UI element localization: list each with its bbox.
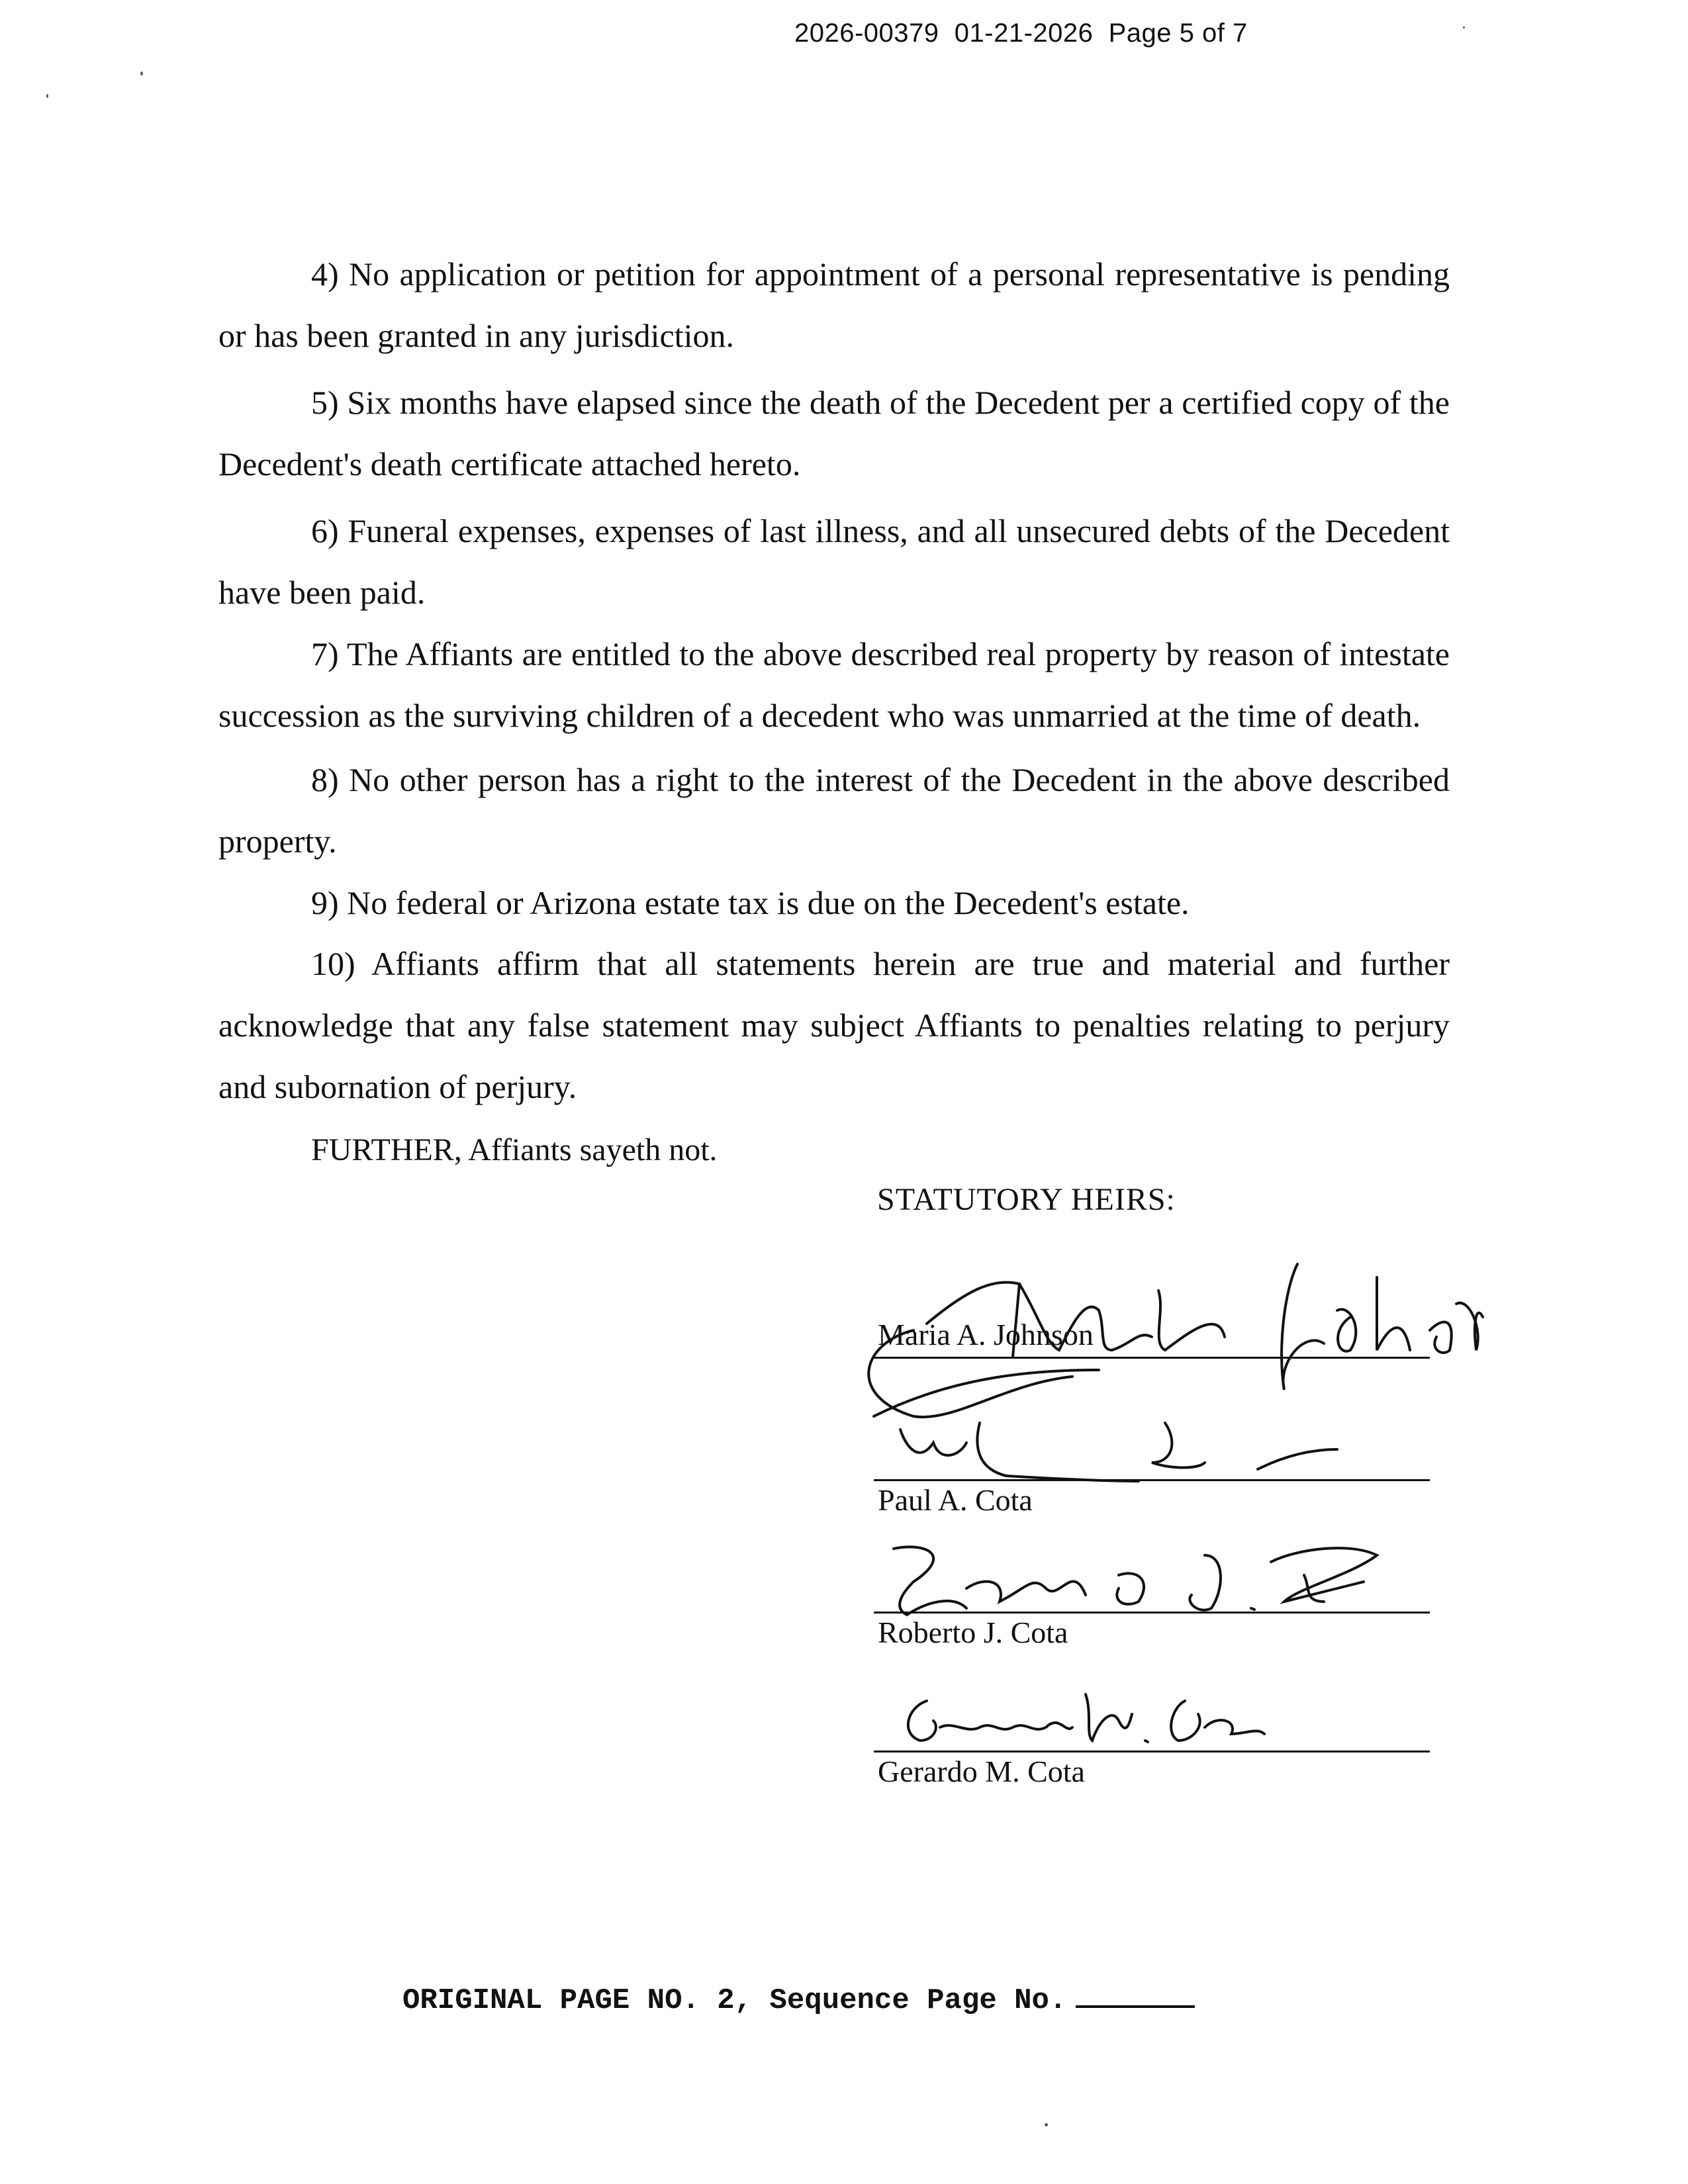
signer-name: Paul A. Cota xyxy=(878,1483,1033,1517)
statutory-heirs-title: STATUTORY HEIRS: xyxy=(877,1182,1176,1217)
scan-speck xyxy=(1045,2123,1048,2126)
signature-line xyxy=(874,1751,1430,1752)
scan-speck xyxy=(46,94,48,98)
signature-block-paul xyxy=(874,1416,1430,1529)
scan-speck xyxy=(140,71,143,75)
further-statement: FURTHER, Affiants sayeth not. xyxy=(311,1132,718,1167)
paragraph-10: 10) Affiants affirm that all statements herein are true and material and further acknowledge that any false statement may subject Affiants to penalties relating to perjury and subornation of perjury. xyxy=(218,945,1450,1105)
paragraph-9: 9) No federal or Arizona estate tax is due on the Decedent's estate. xyxy=(311,884,1190,921)
signature-block-roberto xyxy=(874,1549,1430,1661)
signer-name: Maria A. Johnson xyxy=(878,1318,1094,1351)
document-header: 2026-00379 01-21-2026 Page 5 of 7 xyxy=(794,19,1248,48)
scan-speck xyxy=(1463,26,1465,28)
signer-name: Gerardo M. Cota xyxy=(878,1754,1085,1788)
paragraph-6: 6) Funeral expenses, expenses of last illness, and all unsecured debts of the Decedent have been paid. xyxy=(218,512,1450,611)
paul-signature-icon xyxy=(887,1403,1350,1496)
signature-line xyxy=(874,1612,1430,1614)
signer-name: Roberto J. Cota xyxy=(878,1615,1068,1649)
paragraph-8: 8) No other person has a right to the interest of the Decedent in the above described property. xyxy=(218,761,1450,860)
paragraph-4: 4) No application or petition for appointment of a personal representative is pending or has been granted in any jurisdiction. xyxy=(218,255,1450,354)
signature-block-maria xyxy=(874,1277,1430,1410)
signature-line xyxy=(874,1479,1430,1481)
paragraph-7: 7) The Affiants are entitled to the above described real property by reason of intestate succession as the surviving children of a decedent who was unmarried at the time of death. xyxy=(218,635,1450,734)
gerardo-signature-icon xyxy=(894,1688,1291,1760)
roberto-signature-icon xyxy=(874,1535,1403,1628)
footer-text: ORIGINAL PAGE NO. 2, Sequence Page No. xyxy=(402,1984,1067,2017)
paragraph-5: 5) Six months have elapsed since the death of the Decedent per a certified copy of the Decedent's death certificate attached hereto. xyxy=(218,384,1450,482)
sequence-page-blank xyxy=(1076,1979,1195,2008)
signature-block-gerardo xyxy=(874,1688,1430,1800)
signature-line xyxy=(874,1357,1430,1359)
original-page-footer xyxy=(402,1979,1195,2017)
